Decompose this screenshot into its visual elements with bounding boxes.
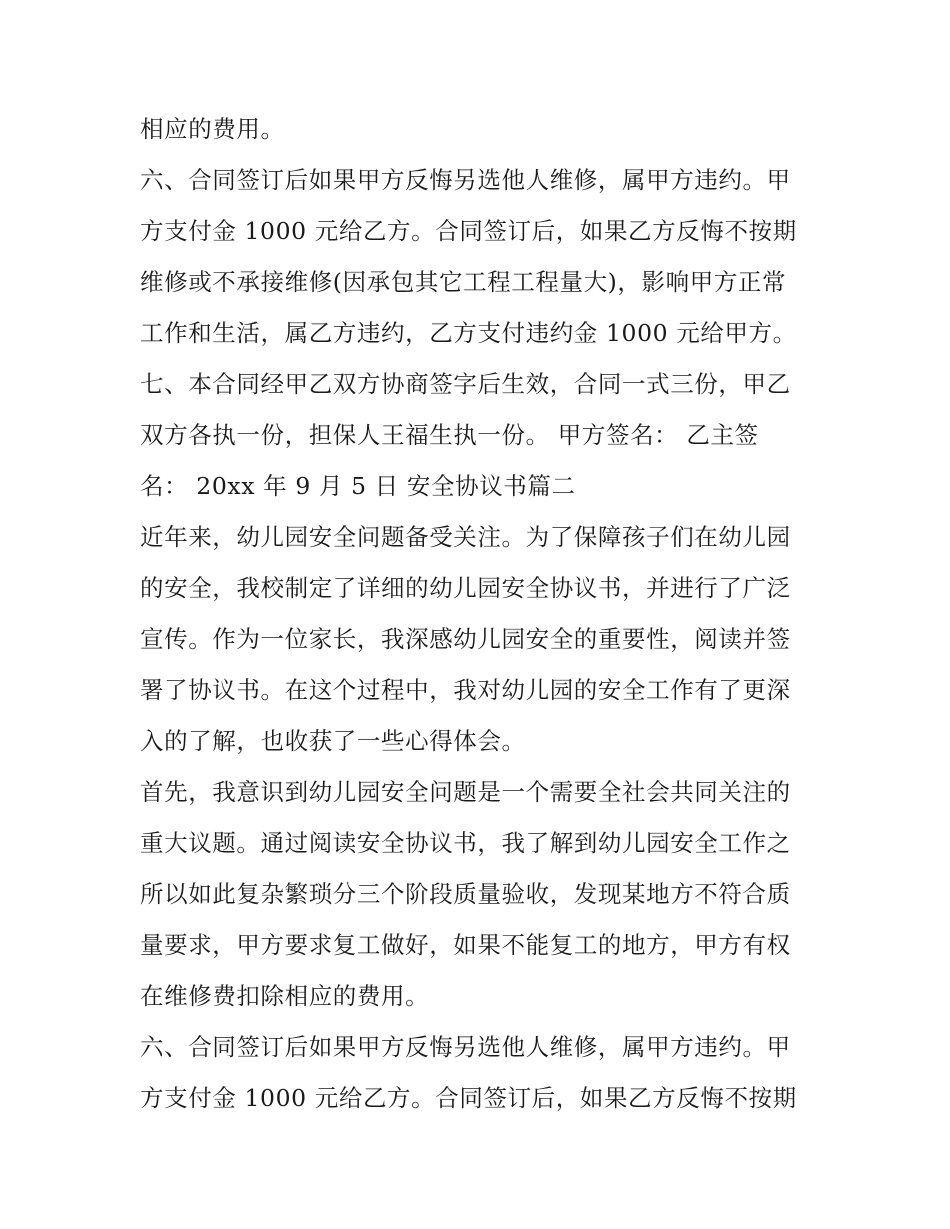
text-line: 七、本合同经甲乙双方协商签字后生效，合同一式三份，甲乙 [140, 370, 791, 398]
text-line: 相应的费用。 [140, 115, 285, 143]
text-line: 方支付金 1000 元给乙方。合同签订后，如果乙方反悔不按期 [140, 217, 797, 245]
text-line: 维修或不承接维修(因承包其它工程工程量大)，影响甲方正常 [140, 268, 787, 296]
text-line: 入的了解，也收获了一些心得体会。 [140, 727, 526, 755]
text-line: 六、合同签订后如果甲方反悔另选他人维修，属甲方违约。甲 [140, 166, 791, 194]
text-line: 的安全，我校制定了详细的幼儿园安全协议书，并进行了广泛 [140, 574, 791, 602]
text-line: 重大议题。通过阅读安全协议书，我了解到幼儿园安全工作之 [140, 829, 791, 857]
text-line: 所以如此复杂繁琐分三个阶段质量验收，发现某地方不符合质 [140, 880, 791, 908]
text-line: 方支付金 1000 元给乙方。合同签订后，如果乙方反悔不按期 [140, 1084, 797, 1112]
text-line: 近年来，幼儿园安全问题备受关注。为了保障孩子们在幼儿园 [140, 523, 791, 551]
text-line: 工作和生活，属乙方违约，乙方支付违约金 1000 元给甲方。 [140, 319, 797, 347]
text-line: 首先，我意识到幼儿园安全问题是一个需要全社会共同关注的 [140, 778, 791, 806]
text-line: 双方各执一份，担保人王福生执一份。 甲方签名： 乙主签 [140, 421, 759, 449]
text-line: 署了协议书。在这个过程中，我对幼儿园的安全工作有了更深 [140, 676, 791, 704]
document-body [140, 104, 815, 1124]
text-line: 在维修费扣除相应的费用。 [140, 982, 430, 1010]
text-line: 量要求，甲方要求复工做好，如果不能复工的地方，甲方有权 [140, 931, 791, 959]
text-line: 六、合同签订后如果甲方反悔另选他人维修，属甲方违约。甲 [140, 1033, 791, 1061]
text-line: 宣传。作为一位家长，我深感幼儿园安全的重要性，阅读并签 [140, 625, 791, 653]
text-line: 名： 20xx 年 9 月 5 日 安全协议书篇二 [140, 472, 576, 500]
